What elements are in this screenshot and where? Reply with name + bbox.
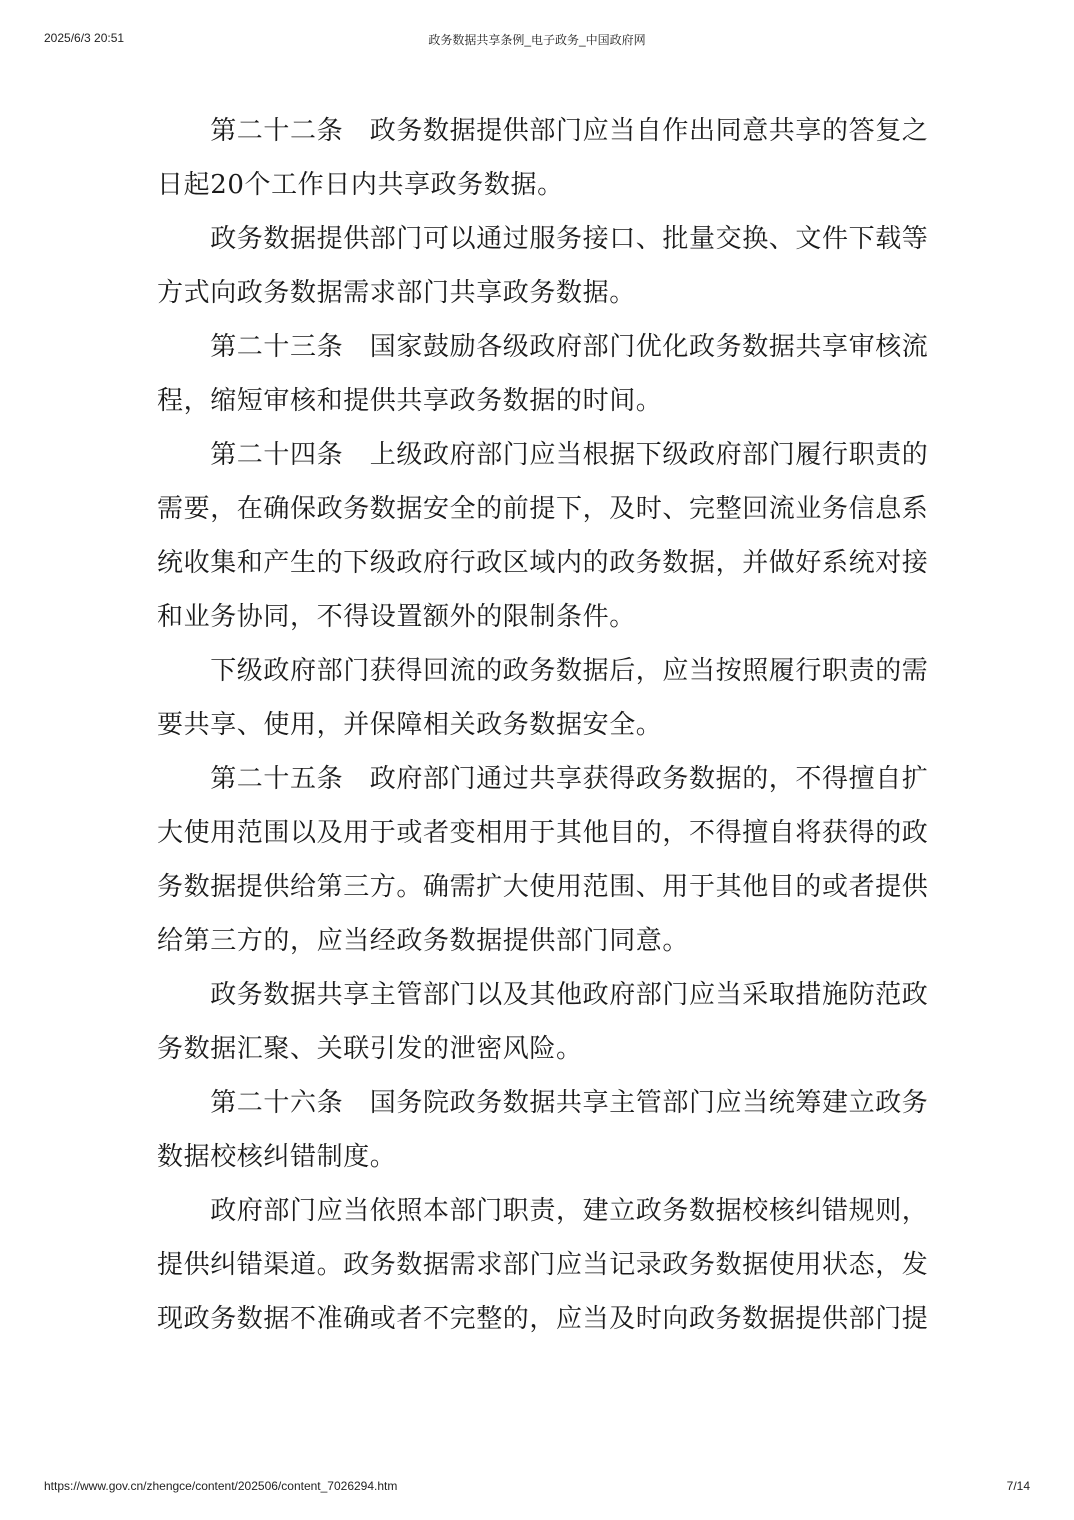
text-line: 统收集和产生的下级政府行政区域内的政务数据，并做好系统对接 (157, 548, 929, 578)
text-line: 务数据提供给第三方。确需扩大使用范围、用于其他目的或者提供 (157, 872, 929, 902)
text-line: 提供纠错渠道。政务数据需求部门应当记录政务数据使用状态，发 (157, 1250, 929, 1280)
page-number: 7/14 (1006, 1479, 1030, 1493)
source-url: https://www.gov.cn/zhengce/content/202506/content_7026294.htm (44, 1479, 398, 1493)
paragraph (157, 968, 929, 1076)
paragraph (157, 104, 929, 212)
text-line: 大使用范围以及用于或者变相用于其他目的，不得擅自将获得的政 (157, 818, 929, 848)
page-title: 政务数据共享条例_电子政务_中国政府网 (428, 33, 646, 47)
text-line: 和业务协同，不得设置额外的限制条件。 (157, 602, 636, 632)
text-line: 日起20个工作日内共享政务数据。 (157, 170, 564, 200)
text-line: 政务数据共享主管部门以及其他政府部门应当采取措施防范政 (157, 980, 929, 1010)
text-line: 第二十四条 上级政府部门应当根据下级政府部门履行职责的 (157, 440, 929, 470)
text-line: 第二十五条 政府部门通过共享获得政务数据的，不得擅自扩 (157, 764, 929, 794)
text-line: 给第三方的，应当经政务数据提供部门同意。 (157, 926, 690, 956)
paragraph (157, 644, 929, 752)
text-line: 第二十二条 政务数据提供部门应当自作出同意共享的答复之 (157, 116, 929, 146)
text-line: 务数据汇聚、关联引发的泄密风险。 (157, 1034, 583, 1064)
paragraph (157, 752, 929, 968)
paragraph (157, 212, 929, 320)
text-line: 第二十六条 国务院政务数据共享主管部门应当统筹建立政务 (157, 1088, 929, 1118)
paragraph (157, 320, 929, 428)
text-line: 数据校核纠错制度。 (157, 1142, 397, 1172)
text-line: 要共享、使用，并保障相关政务数据安全。 (157, 710, 663, 740)
document-body (157, 104, 929, 1346)
text-line: 政府部门应当依照本部门职责，建立政务数据校核纠错规则， (157, 1196, 929, 1226)
text-line: 方式向政务数据需求部门共享政务数据。 (157, 278, 636, 308)
text-line: 现政务数据不准确或者不完整的，应当及时向政务数据提供部门提 (157, 1304, 929, 1334)
text-line: 程，缩短审核和提供共享政务数据的时间。 (157, 386, 663, 416)
paragraph (157, 428, 929, 644)
text-line: 第二十三条 国家鼓励各级政府部门优化政务数据共享审核流 (157, 332, 929, 362)
text-line: 下级政府部门获得回流的政务数据后，应当按照履行职责的需 (157, 656, 929, 686)
paragraph (157, 1184, 929, 1346)
text-line: 政务数据提供部门可以通过服务接口、批量交换、文件下载等 (157, 224, 929, 254)
paragraph (157, 1076, 929, 1184)
print-datetime: 2025/6/3 20:51 (44, 31, 125, 45)
text-line: 需要，在确保政务数据安全的前提下，及时、完整回流业务信息系 (157, 494, 929, 524)
